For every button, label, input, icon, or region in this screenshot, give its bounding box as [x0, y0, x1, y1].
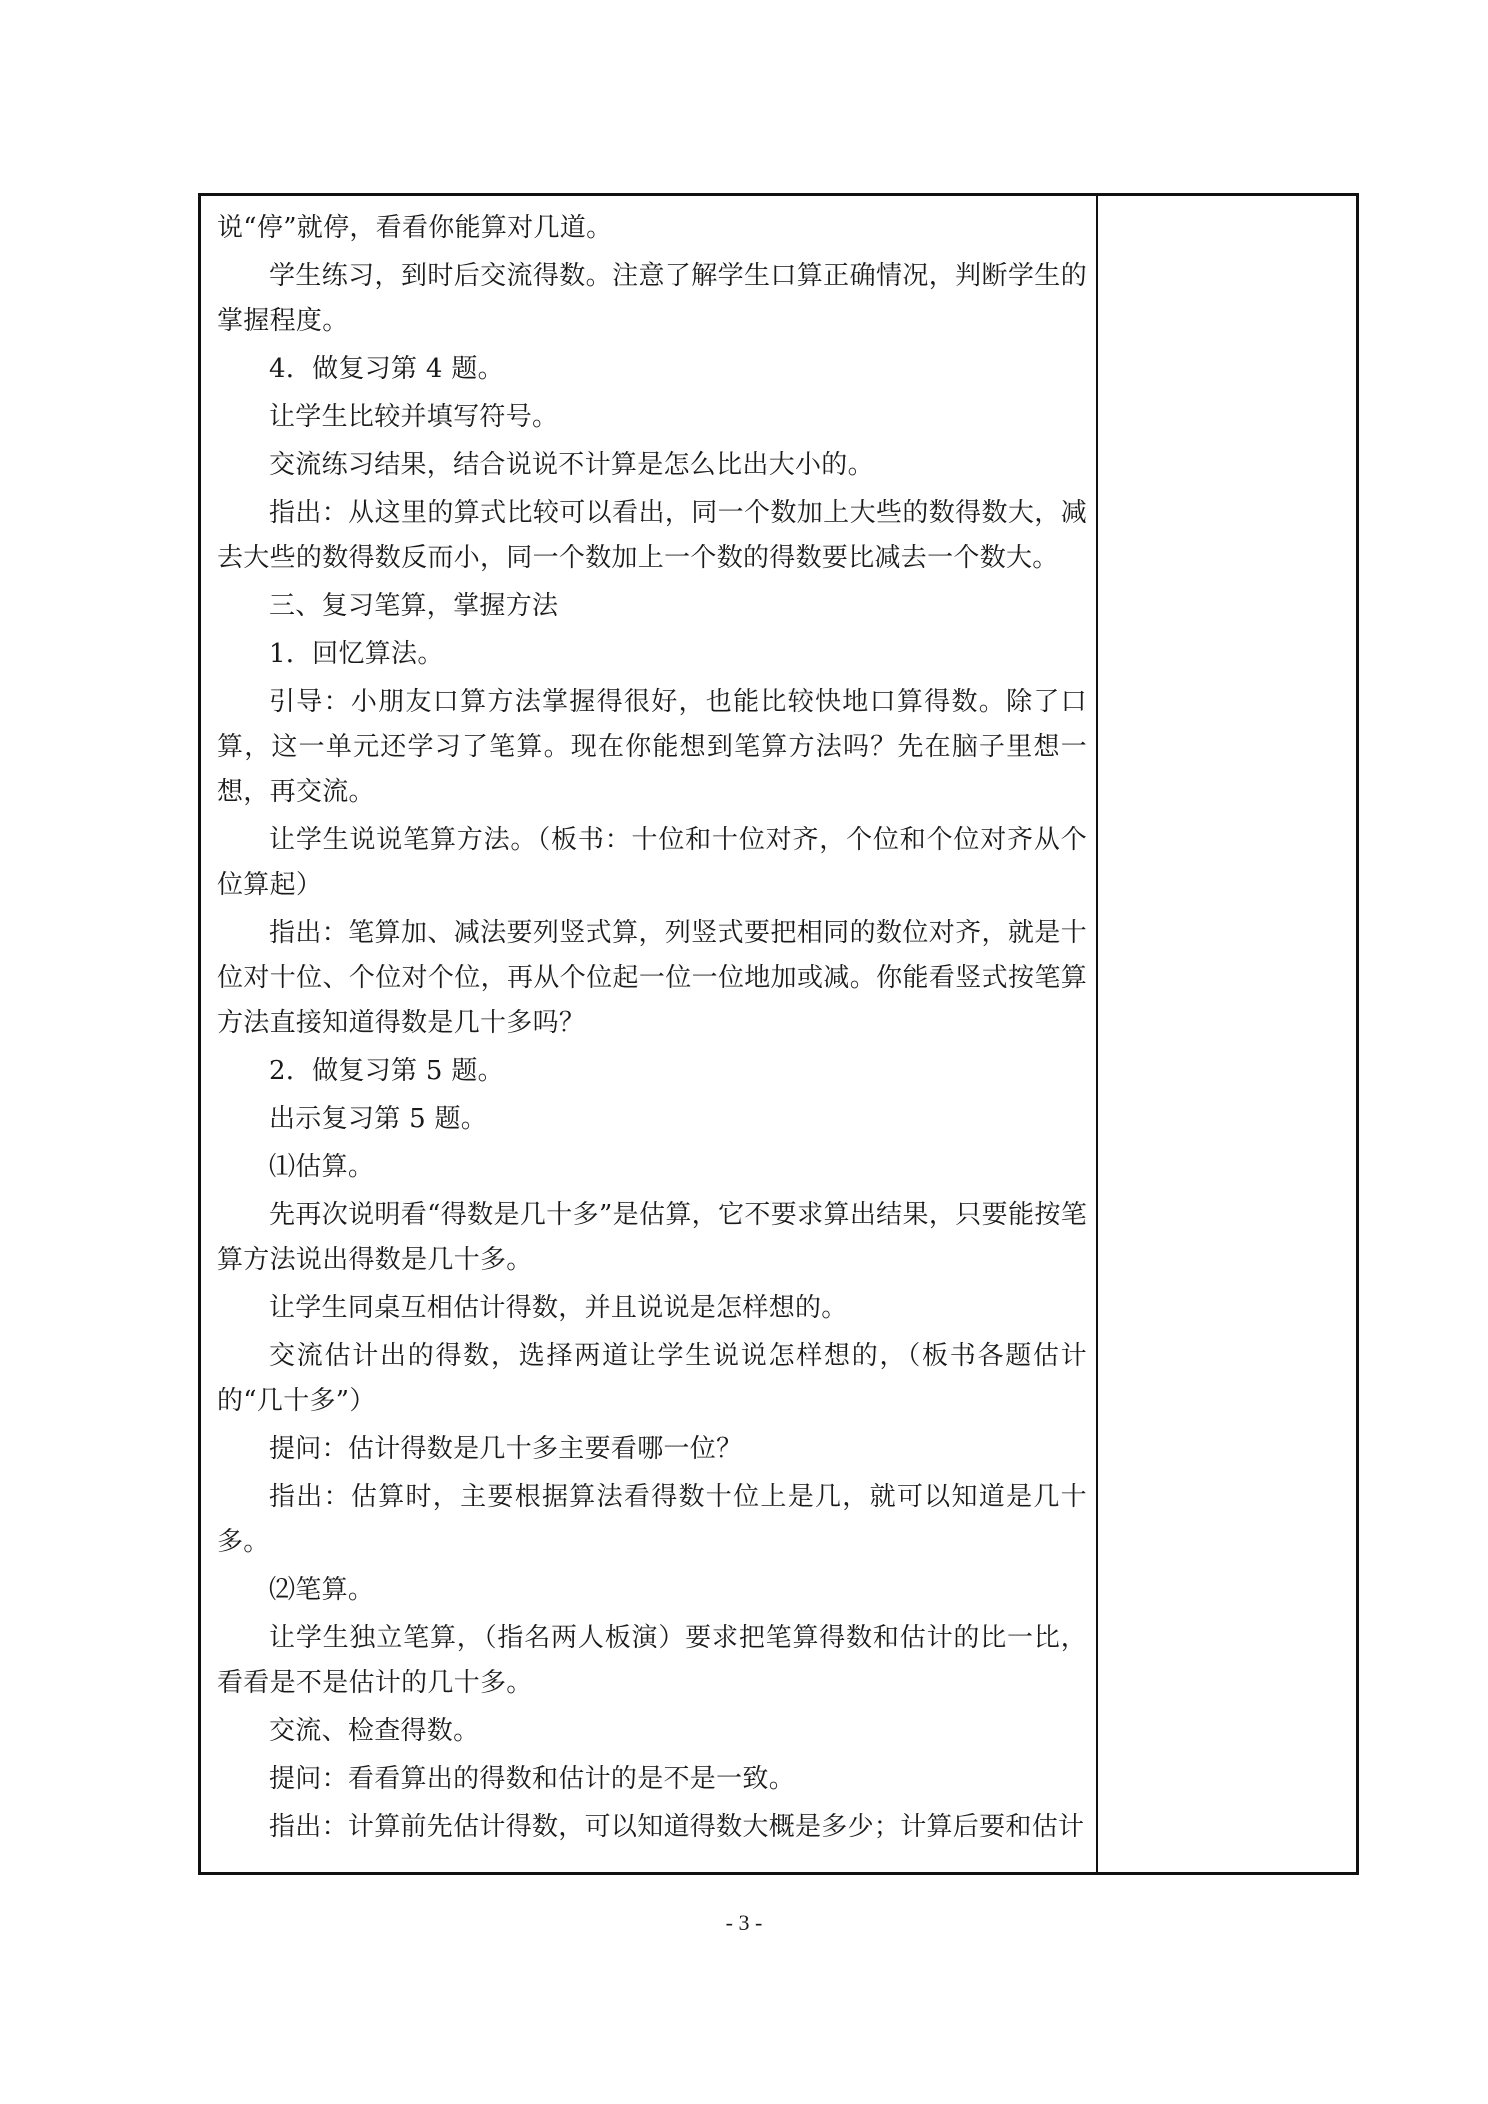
- paragraph: 出示复习第 5 题。: [269, 1104, 488, 1134]
- paragraph: 引导：小朋友口算方法掌握得很好，也能比较快地口算得数。除了口算，这一单元还学习了笔算。现在你能想到笔算方法吗？先在脑子里想一想，再交流。: [217, 687, 1087, 807]
- page-number: - 3 -: [725, 1910, 763, 1935]
- lesson-content: [217, 206, 1087, 1853]
- paragraph: 交流练习结果，结合说说不计算是怎么比出大小的。: [269, 450, 874, 480]
- paragraph: 三、复习笔算，掌握方法: [269, 591, 559, 621]
- paragraph: 指出：计算前先估计得数，可以知道得数大概是多少；计算后要和估计: [269, 1812, 1085, 1842]
- paragraph: 让学生独立笔算，（指名两人板演）要求把笔算得数和估计的比一比，看看是不是估计的几十多。: [217, 1623, 1087, 1698]
- paragraph: 提问：估计得数是几十多主要看哪一位？: [269, 1434, 743, 1464]
- notes-column: [1098, 196, 1356, 1872]
- paragraph: 1．回忆算法。: [269, 639, 444, 669]
- paragraph: 指出：估算时，主要根据算法看得数十位上是几，就可以知道是几十多。: [217, 1482, 1087, 1557]
- paragraph: 先再次说明看“得数是几十多”是估算，它不要求算出结果，只要能按笔算方法说出得数是几十多。: [217, 1200, 1087, 1275]
- paragraph: ⑴估算。: [269, 1152, 375, 1182]
- paragraph: 提问：看看算出的得数和估计的是不是一致。: [269, 1764, 796, 1794]
- lesson-table: [198, 193, 1359, 1875]
- paragraph: 让学生说说笔算方法。（板书：十位和十位对齐，个位和个位对齐从个位算起）: [217, 825, 1087, 900]
- paragraph: 让学生比较并填写符号。: [269, 402, 559, 432]
- paragraph: 说“停”就停，看看你能算对几道。: [217, 213, 613, 243]
- paragraph: 4．做复习第 4 题。: [269, 354, 504, 384]
- paragraph: ⑵笔算。: [269, 1575, 375, 1605]
- paragraph: 学生练习，到时后交流得数。注意了解学生口算正确情况，判断学生的掌握程度。: [217, 261, 1087, 336]
- paragraph: 指出：笔算加、减法要列竖式算，列竖式要把相同的数位对齐，就是十位对十位、个位对个位，再从个位起一位一位地加或减。你能看竖式按笔算方法直接知道得数是几十多吗？: [217, 918, 1087, 1038]
- paragraph: 交流估计出的得数，选择两道让学生说说怎样想的，（板书各题估计的“几十多”）: [217, 1341, 1087, 1416]
- paragraph: 2．做复习第 5 题。: [269, 1056, 504, 1086]
- paragraph: 让学生同桌互相估计得数，并且说说是怎样想的。: [269, 1293, 848, 1323]
- paragraph: 交流、检查得数。: [269, 1716, 480, 1746]
- paragraph: 指出：从这里的算式比较可以看出，同一个数加上大些的数得数大，减去大些的数得数反而小，同一个数加上一个数的得数要比减去一个数大。: [217, 498, 1087, 573]
